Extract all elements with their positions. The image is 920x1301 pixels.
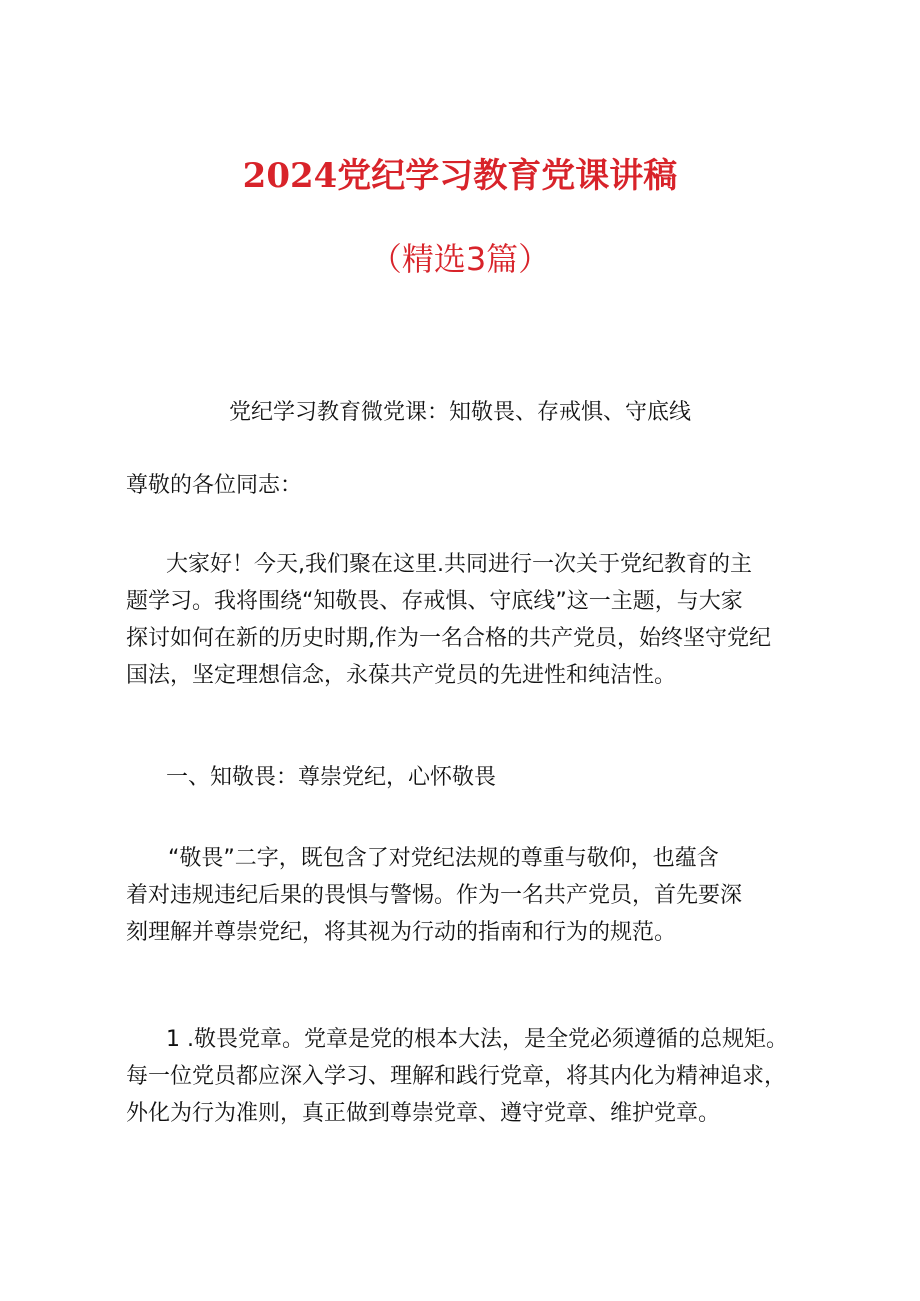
item-paragraph — [126, 1021, 788, 1132]
item-line: 外化为行为准则，真正做到尊崇党章、遵守党章、维护党章。 — [126, 1101, 721, 1126]
intro-paragraph — [126, 546, 771, 694]
intro-line: 大家好！今天,我们聚在这里.共同进行一次关于党纪教育的主 — [166, 552, 752, 577]
section-line: 着对违规违纪后果的畏惧与警惕。作为一名共产党员，首先要深 — [126, 883, 743, 908]
item-line: 1 .敬畏党章。党章是党的根本大法，是全党必须遵循的总规矩。 — [166, 1027, 788, 1052]
section-paragraph — [126, 840, 742, 951]
intro-line: 题学习。我将围绕“知敬畏、存戒惧、守底线”这一主题，与大家 — [126, 589, 743, 614]
document-title: 2024党纪学习教育党课讲稿 — [242, 156, 678, 196]
intro-line: 国法，坚定理想信念，永葆共产党员的先进性和纯洁性。 — [126, 663, 677, 688]
article-heading: 党纪学习教育微党课：知敬畏、存戒惧、守底线 — [228, 400, 691, 425]
intro-line: 探讨如何在新的历史时期,作为一名合格的共产党员，始终坚守党纪 — [126, 626, 771, 651]
section-line: 刻理解并尊崇党纪，将其视为行动的指南和行为的规范。 — [126, 920, 677, 945]
section-line: “敬畏”二字，既包含了对党纪法规的尊重与敬仰，也蕴含 — [168, 846, 719, 871]
section-heading: 一、知敬畏：尊崇党纪，心怀敬畏 — [166, 765, 497, 790]
document-subtitle: （精选3篇） — [369, 240, 551, 278]
item-line: 每一位党员都应深入学习、理解和践行党章，将其内化为精神追求， — [126, 1064, 787, 1089]
greeting: 尊敬的各位同志： — [126, 473, 303, 498]
